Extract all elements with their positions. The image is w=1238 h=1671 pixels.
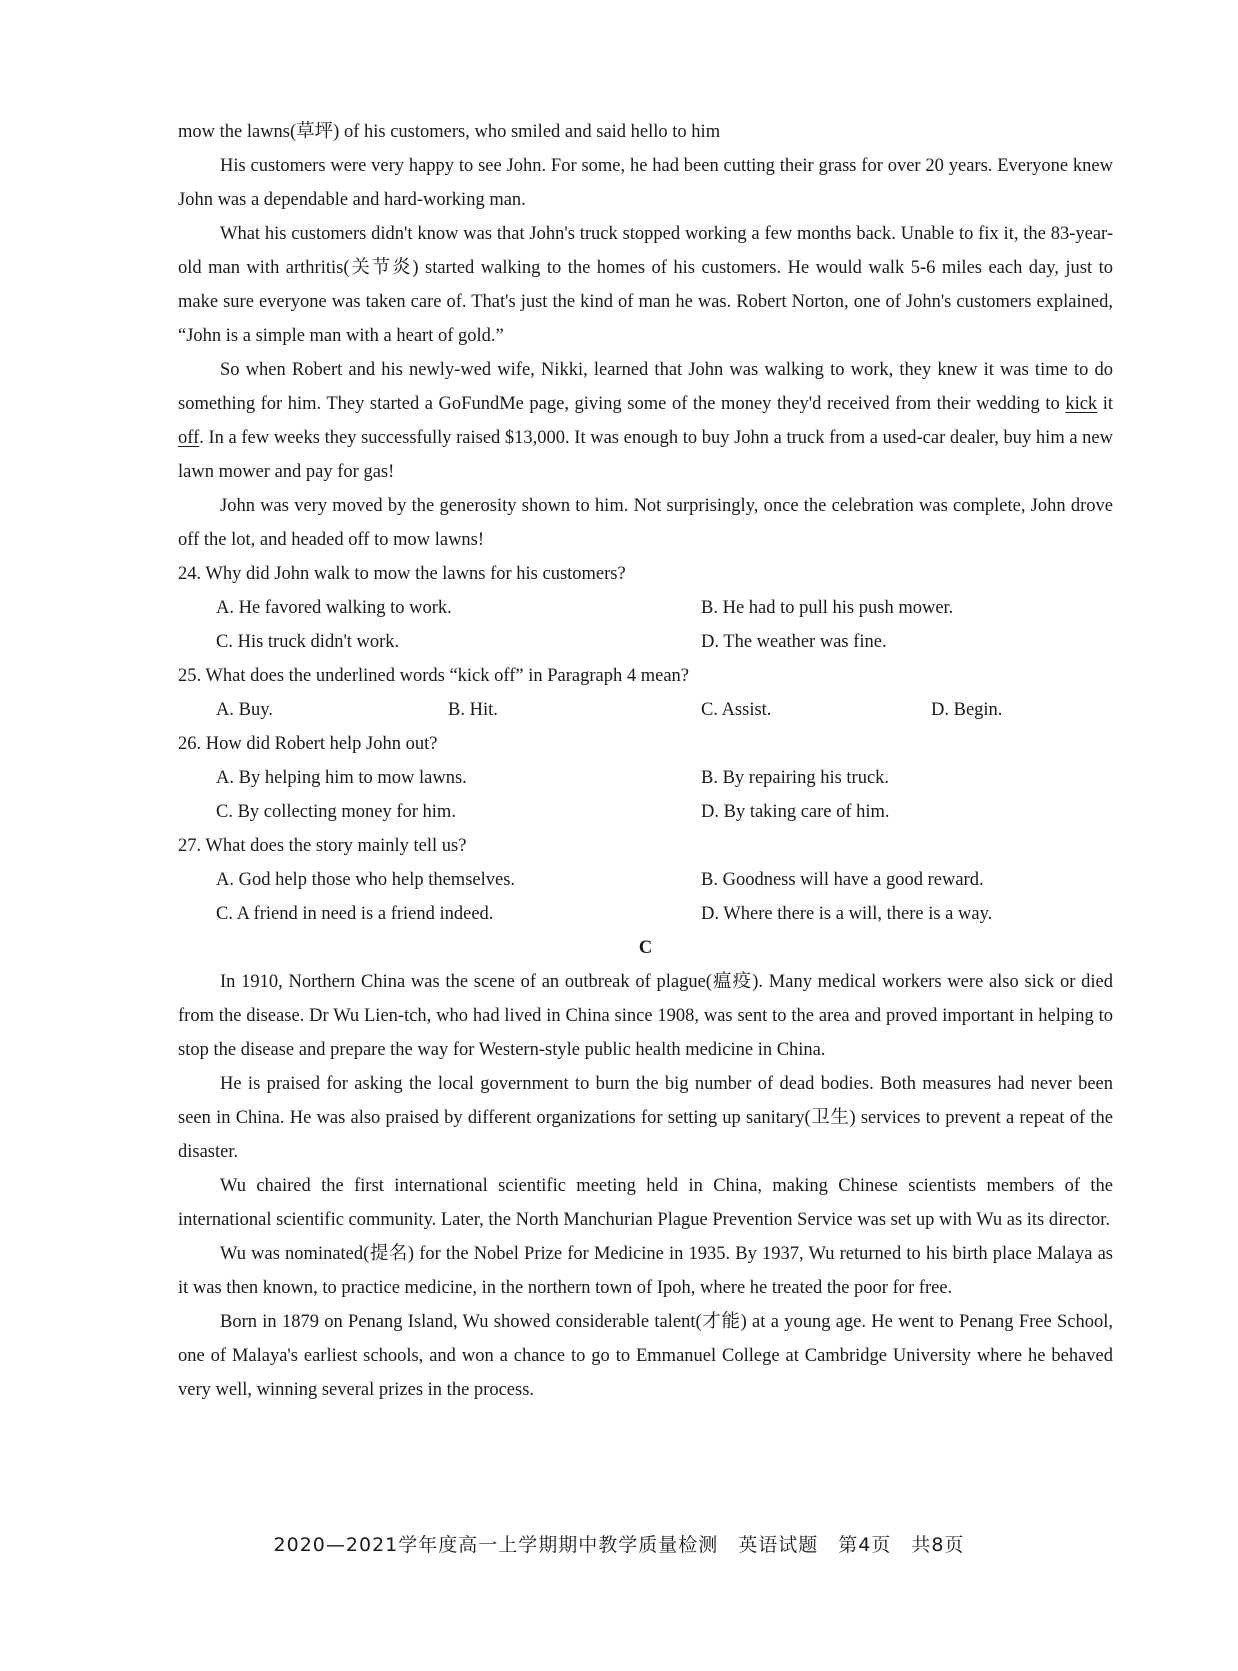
passage-b-paragraph-1: His customers were very happy to see John. For some, he had been cutting their grass for over 20 years. Everyone knew John was a dependable and hard-working man. xyxy=(178,156,1113,210)
question-26-stem: 26. How did Robert help John out? xyxy=(178,734,438,754)
paragraph-3-text-b: . In a few weeks they successfully raised $13,000. It was enough to buy John a truck from a used-car dealer, buy him a new lawn mower and pay for gas! xyxy=(178,428,1113,482)
paragraph-3-text-a: So when Robert and his newly-wed wife, Nikki, learned that John was walking to work, they knew it was time to do something for him. They started a GoFundMe page, giving some of the money they'd received from their wedding to xyxy=(178,360,1113,414)
question-27-option-d: D. Where there is a will, there is a way. xyxy=(701,904,993,924)
question-24-option-a: A. He favored walking to work. xyxy=(216,598,452,618)
question-25-option-a: A. Buy. xyxy=(216,700,273,720)
question-24-option-b: B. He had to pull his push mower. xyxy=(701,598,954,618)
underlined-kick: kick xyxy=(1065,394,1098,414)
question-26-options-row-1 xyxy=(178,761,1113,795)
section-c-paragraph-2: He is praised for asking the local government to burn the big number of dead bodies. Both measures had never been seen in China. He was also praised by different organizations for setting up sanitary(卫生) services to prevent a repeat of the disaster. xyxy=(178,1074,1113,1162)
passage-b-paragraph-3 xyxy=(178,353,1113,489)
question-26-option-c: C. By collecting money for him. xyxy=(216,802,456,822)
question-27-option-b: B. Goodness will have a good reward. xyxy=(701,870,984,890)
question-25-options-row xyxy=(178,693,1113,727)
question-26-option-b: B. By repairing his truck. xyxy=(701,768,890,788)
question-27-options-row-1 xyxy=(178,863,1113,897)
question-24-options-row-2 xyxy=(178,625,1113,659)
question-25-option-b: B. Hit. xyxy=(448,700,498,720)
underlined-off: off xyxy=(178,428,200,448)
section-c-paragraph-3: Wu chaired the first international scientific meeting held in China, making Chinese scientists members of the international scientific community. Later, the North Manchurian Plague Prevention Service was set up with Wu as its director. xyxy=(178,1176,1113,1230)
question-27-option-a: A. God help those who help themselves. xyxy=(216,870,516,890)
passage-b-paragraph-4: John was very moved by the generosity shown to him. Not surprisingly, once the celebration was complete, John drove off the lot, and headed off to mow lawns! xyxy=(178,496,1113,550)
question-26-option-a: A. By helping him to mow lawns. xyxy=(216,768,467,788)
question-27-option-c: C. A friend in need is a friend indeed. xyxy=(216,904,494,924)
question-25-option-d: D. Begin. xyxy=(931,700,1003,720)
page-footer: 2020—2021学年度高一上学期期中教学质量检测 英语试题 第4页 共8页 xyxy=(273,1534,965,1556)
question-26-option-d: D. By taking care of him. xyxy=(701,802,890,822)
section-c-heading: C xyxy=(638,938,653,958)
question-24-option-d: D. The weather was fine. xyxy=(701,632,887,652)
question-24-options-row-1 xyxy=(178,591,1113,625)
question-26-options-row-2 xyxy=(178,795,1113,829)
section-c-paragraph-5: Born in 1879 on Penang Island, Wu showed considerable talent(才能) at a young age. He went to Penang Free School, one of Malaya's earliest schools, and won a chance to go to Emmanuel College at Cambridge University where he behaved very well, winning several prizes in the process. xyxy=(178,1312,1113,1400)
paragraph-3-text-mid: it xyxy=(1097,394,1114,414)
question-24-stem: 24. Why did John walk to mow the lawns for his customers? xyxy=(178,564,626,584)
passage-b-paragraph-0: mow the lawns(草坪) of his customers, who smiled and said hello to him xyxy=(178,122,721,142)
page-content xyxy=(178,115,1113,1407)
question-27-options-row-2 xyxy=(178,897,1113,931)
section-c-paragraph-4: Wu was nominated(提名) for the Nobel Prize for Medicine in 1935. By 1937, Wu returned to his birth place Malaya as it was then known, to practice medicine, in the northern town of Ipoh, where he treated the poor for free. xyxy=(178,1244,1113,1298)
question-27-stem: 27. What does the story mainly tell us? xyxy=(178,836,467,856)
question-25-option-c: C. Assist. xyxy=(701,700,772,720)
question-25-stem: 25. What does the underlined words “kick off” in Paragraph 4 mean? xyxy=(178,666,689,686)
section-c-paragraph-1: In 1910, Northern China was the scene of an outbreak of plague(瘟疫). Many medical workers were also sick or died from the disease. Dr Wu Lien-tch, who had lived in China since 1908, was sent to the area and proved important in helping to stop the disease and prepare the way for Western-style public health medicine in China. xyxy=(178,972,1113,1060)
passage-b-paragraph-2: What his customers didn't know was that John's truck stopped working a few months back. Unable to fix it, the 83-year-old man with arthritis(关节炎) started walking to the homes of his customers. He would walk 5-6 miles each day, just to make sure everyone was taken care of. That's just the kind of man he was. Robert Norton, one of John's customers explained, “John is a simple man with a heart of gold.” xyxy=(178,224,1113,346)
question-24-option-c: C. His truck didn't work. xyxy=(216,632,400,652)
